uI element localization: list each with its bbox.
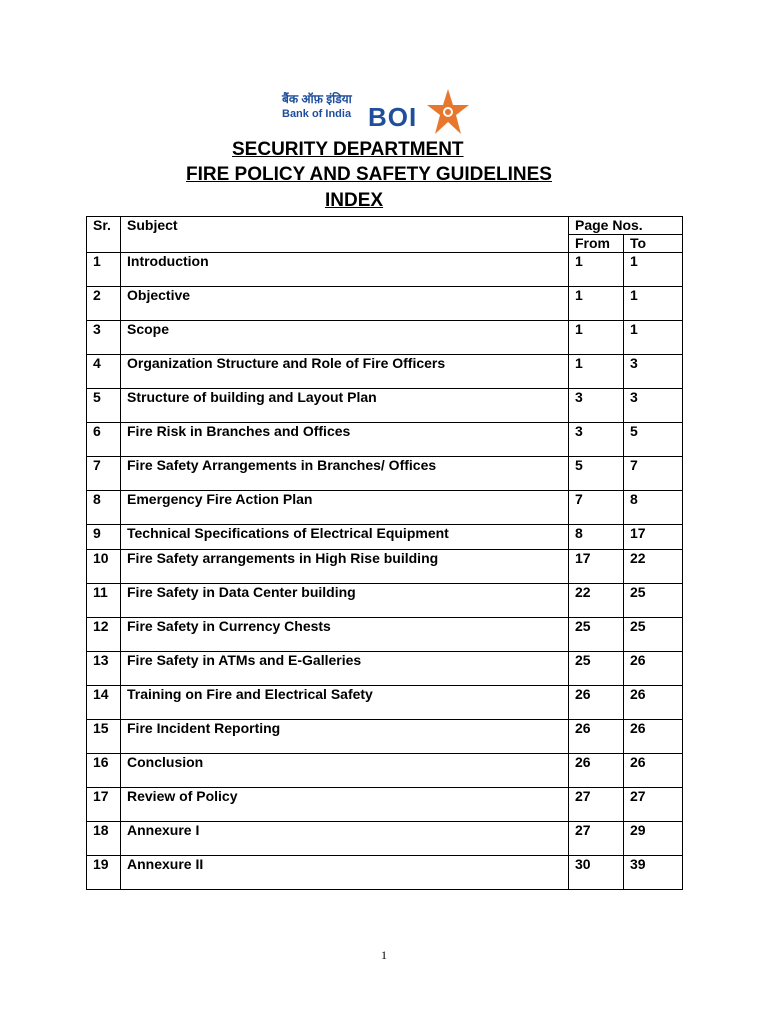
- cell-to: 25: [624, 618, 683, 652]
- cell-sr: 7: [87, 457, 121, 491]
- department-heading: SECURITY DEPARTMENT: [232, 139, 464, 160]
- cell-subject: Fire Incident Reporting: [121, 720, 569, 754]
- header-to: To: [624, 235, 683, 253]
- cell-to: 27: [624, 788, 683, 822]
- cell-from: 26: [569, 754, 624, 788]
- cell-from: 27: [569, 822, 624, 856]
- cell-subject: Fire Risk in Branches and Offices: [121, 423, 569, 457]
- cell-sr: 10: [87, 550, 121, 584]
- table-row: [87, 525, 683, 550]
- cell-from: 7: [569, 491, 624, 525]
- cell-sr: 3: [87, 321, 121, 355]
- cell-subject: Emergency Fire Action Plan: [121, 491, 569, 525]
- table-row: [87, 720, 683, 754]
- cell-sr: 1: [87, 253, 121, 287]
- cell-sr: 19: [87, 856, 121, 890]
- cell-sr: 4: [87, 355, 121, 389]
- cell-sr: 17: [87, 788, 121, 822]
- cell-to: 26: [624, 720, 683, 754]
- cell-sr: 18: [87, 822, 121, 856]
- cell-from: 25: [569, 618, 624, 652]
- table-row: [87, 652, 683, 686]
- table-row: [87, 618, 683, 652]
- cell-subject: Objective: [121, 287, 569, 321]
- cell-from: 1: [569, 355, 624, 389]
- table-row: [87, 686, 683, 720]
- cell-from: 26: [569, 686, 624, 720]
- logo-english-text: Bank of India: [282, 108, 352, 120]
- cell-from: 17: [569, 550, 624, 584]
- table-row: [87, 253, 683, 287]
- table-row: [87, 355, 683, 389]
- cell-sr: 15: [87, 720, 121, 754]
- cell-from: 8: [569, 525, 624, 550]
- table-row: [87, 822, 683, 856]
- cell-to: 5: [624, 423, 683, 457]
- table-row: [87, 856, 683, 890]
- cell-to: 39: [624, 856, 683, 890]
- cell-from: 27: [569, 788, 624, 822]
- cell-from: 25: [569, 652, 624, 686]
- cell-sr: 11: [87, 584, 121, 618]
- cell-sr: 8: [87, 491, 121, 525]
- cell-sr: 16: [87, 754, 121, 788]
- index-heading: INDEX: [325, 190, 384, 211]
- cell-to: 3: [624, 389, 683, 423]
- cell-from: 5: [569, 457, 624, 491]
- cell-sr: 5: [87, 389, 121, 423]
- cell-from: 1: [569, 287, 624, 321]
- cell-to: 22: [624, 550, 683, 584]
- cell-subject: Review of Policy: [121, 788, 569, 822]
- cell-to: 17: [624, 525, 683, 550]
- header-page-nos: Page Nos.: [569, 217, 683, 235]
- index-table: [86, 216, 683, 890]
- cell-subject: Fire Safety in Currency Chests: [121, 618, 569, 652]
- cell-subject: Fire Safety Arrangements in Branches/ Offices: [121, 457, 569, 491]
- cell-from: 3: [569, 423, 624, 457]
- cell-from: 26: [569, 720, 624, 754]
- cell-subject: Technical Specifications of Electrical Equipment: [121, 525, 569, 550]
- cell-to: 1: [624, 253, 683, 287]
- header-subject: Subject: [121, 217, 569, 253]
- cell-subject: Organization Structure and Role of Fire Officers: [121, 355, 569, 389]
- cell-subject: Fire Safety arrangements in High Rise building: [121, 550, 569, 584]
- table-row: [87, 584, 683, 618]
- table-row: [87, 321, 683, 355]
- logo-hindi-text: बैंक ऑफ़ इंडिया: [282, 92, 352, 106]
- bank-of-india-logo: [282, 88, 472, 136]
- table-row: [87, 550, 683, 584]
- cell-to: 3: [624, 355, 683, 389]
- cell-to: 8: [624, 491, 683, 525]
- cell-to: 1: [624, 321, 683, 355]
- cell-subject: Annexure II: [121, 856, 569, 890]
- cell-subject: Introduction: [121, 253, 569, 287]
- cell-sr: 14: [87, 686, 121, 720]
- cell-subject: Scope: [121, 321, 569, 355]
- table-row: [87, 287, 683, 321]
- star-icon: [426, 88, 470, 136]
- cell-to: 26: [624, 686, 683, 720]
- cell-from: 30: [569, 856, 624, 890]
- cell-sr: 2: [87, 287, 121, 321]
- table-row: [87, 754, 683, 788]
- cell-subject: Fire Safety in Data Center building: [121, 584, 569, 618]
- table-row: [87, 491, 683, 525]
- cell-from: 1: [569, 253, 624, 287]
- cell-to: 26: [624, 652, 683, 686]
- cell-subject: Annexure I: [121, 822, 569, 856]
- page-number: 1: [381, 948, 387, 962]
- cell-to: 25: [624, 584, 683, 618]
- cell-to: 7: [624, 457, 683, 491]
- cell-sr: 9: [87, 525, 121, 550]
- header-from: From: [569, 235, 624, 253]
- cell-sr: 6: [87, 423, 121, 457]
- cell-from: 3: [569, 389, 624, 423]
- cell-sr: 12: [87, 618, 121, 652]
- table-row: [87, 423, 683, 457]
- cell-subject: Conclusion: [121, 754, 569, 788]
- cell-sr: 13: [87, 652, 121, 686]
- header-sr: Sr.: [87, 217, 121, 253]
- document-title: FIRE POLICY AND SAFETY GUIDELINES: [186, 164, 552, 185]
- cell-subject: Training on Fire and Electrical Safety: [121, 686, 569, 720]
- cell-to: 29: [624, 822, 683, 856]
- table-row: [87, 457, 683, 491]
- cell-subject: Fire Safety in ATMs and E-Galleries: [121, 652, 569, 686]
- table-row: [87, 389, 683, 423]
- cell-to: 26: [624, 754, 683, 788]
- cell-to: 1: [624, 287, 683, 321]
- cell-subject: Structure of building and Layout Plan: [121, 389, 569, 423]
- table-row: [87, 788, 683, 822]
- cell-from: 22: [569, 584, 624, 618]
- cell-from: 1: [569, 321, 624, 355]
- logo-abbr: BOI: [368, 102, 418, 132]
